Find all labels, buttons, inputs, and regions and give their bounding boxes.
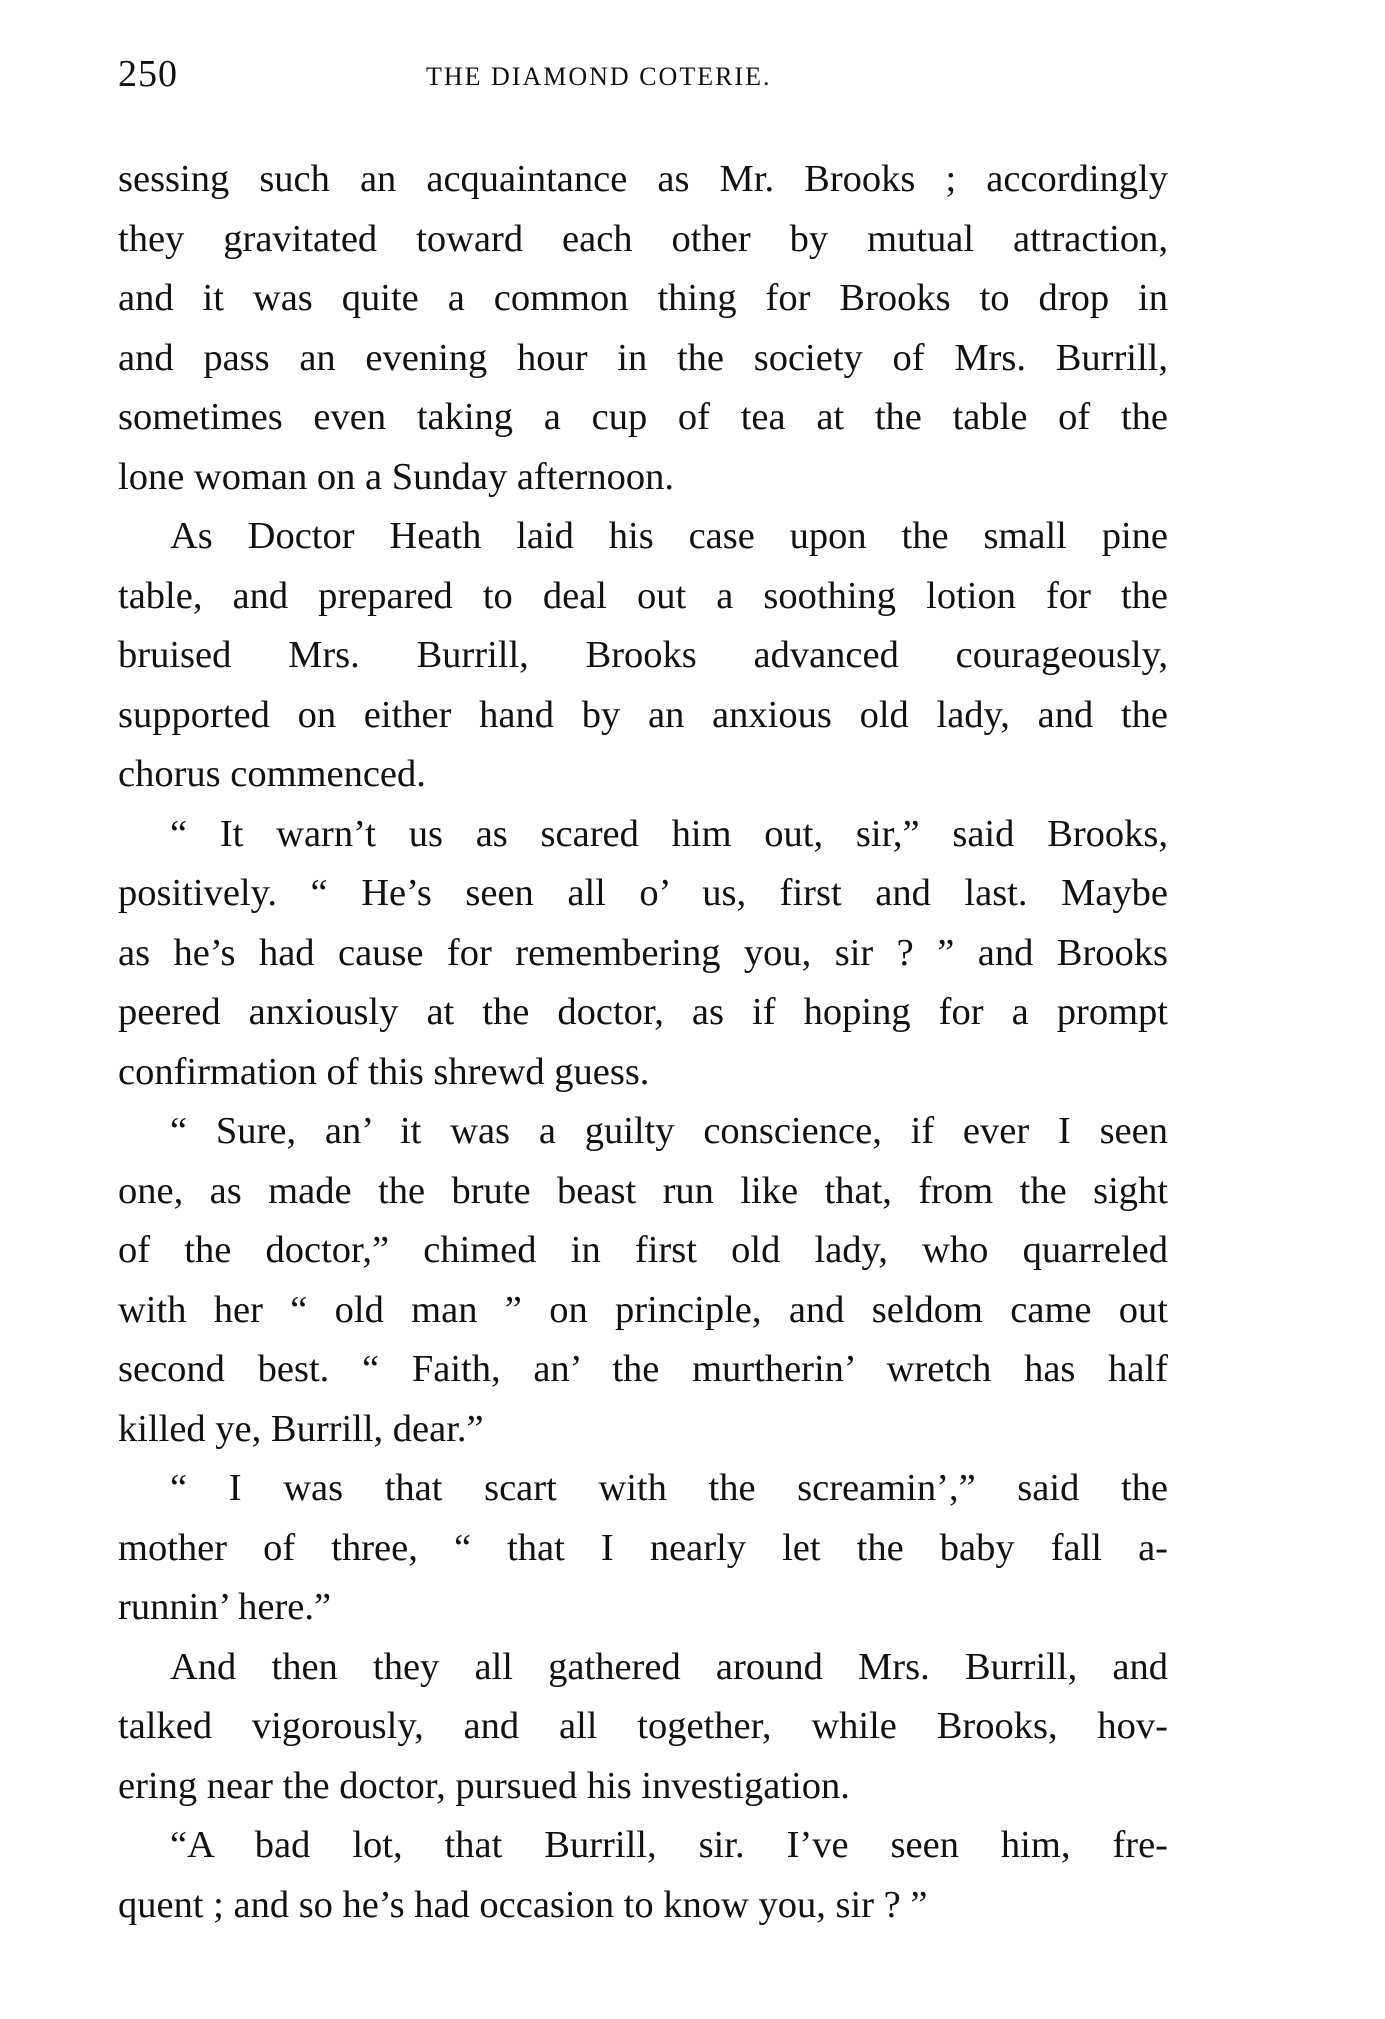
text-line: second best. “ Faith, an’ the murtherin’ wretch has half [118, 1348, 1168, 1390]
text-line: “A bad lot, that Burrill, sir. I’ve seen him, fre- [170, 1824, 1168, 1866]
text-line: they gravitated toward each other by mutual attraction, [118, 217, 1168, 260]
text-line: quent ; and so he’s had occasion to know you, sir ? ” [118, 1883, 928, 1926]
body-text [118, 150, 1168, 1935]
text-line: lone woman on a Sunday afternoon. [118, 455, 674, 498]
text-line: killed ye, Burrill, dear.” [118, 1407, 484, 1450]
paragraph [118, 1638, 1168, 1817]
running-head [118, 52, 1168, 112]
text-line: sometimes even taking a cup of tea at the table of the [118, 396, 1168, 438]
text-line: “ I was that scart with the screamin’,” said the [170, 1467, 1168, 1509]
text-line: sessing such an acquaintance as Mr. Brooks ; accordingly [118, 158, 1168, 200]
paragraph [118, 1816, 1168, 1935]
text-line: positively. “ He’s seen all o’ us, first and last. Maybe [118, 872, 1168, 914]
text-line: chorus commenced. [118, 753, 426, 795]
text-line: one, as made the brute beast run like that, from the sight [118, 1169, 1168, 1212]
text-line: and it was quite a common thing for Brooks to drop in [118, 277, 1168, 319]
paragraph [118, 150, 1168, 507]
text-line: with her “ old man ” on principle, and seldom came out [118, 1288, 1168, 1331]
text-line: mother of three, “ that I nearly let the baby fall a- [118, 1526, 1168, 1569]
text-line: and pass an evening hour in the society of Mrs. Burrill, [118, 336, 1168, 379]
paragraph [118, 1459, 1168, 1638]
text-line: confirmation of this shrewd guess. [118, 1050, 650, 1093]
text-line: table, and prepared to deal out a soothing lotion for the [118, 574, 1168, 617]
text-line: And then they all gathered around Mrs. Burrill, and [170, 1645, 1168, 1688]
text-line: of the doctor,” chimed in first old lady, who quarreled [118, 1229, 1168, 1271]
paragraph [118, 805, 1168, 1103]
running-title: THE DIAMOND COTERIE. [426, 62, 772, 91]
page-number: 250 [118, 53, 178, 95]
text-line: as he’s had cause for remembering you, sir ? ” and Brooks [118, 931, 1168, 974]
text-line: bruised Mrs. Burrill, Brooks advanced courageously, [118, 634, 1168, 676]
text-line: “ Sure, an’ it was a guilty conscience, if ever I seen [170, 1110, 1168, 1152]
text-line: runnin’ here.” [118, 1586, 332, 1628]
text-line: supported on either hand by an anxious old lady, and the [118, 693, 1168, 736]
text-line: talked vigorously, and all together, while Brooks, hov- [118, 1705, 1168, 1747]
paragraph [118, 507, 1168, 805]
text-line: ering near the doctor, pursued his investigation. [118, 1764, 850, 1807]
text-line: peered anxiously at the doctor, as if hoping for a prompt [118, 991, 1168, 1033]
text-line: As Doctor Heath laid his case upon the small pine [170, 515, 1168, 557]
text-line: “ It warn’t us as scared him out, sir,” said Brooks, [170, 812, 1168, 855]
paragraph [118, 1102, 1168, 1459]
